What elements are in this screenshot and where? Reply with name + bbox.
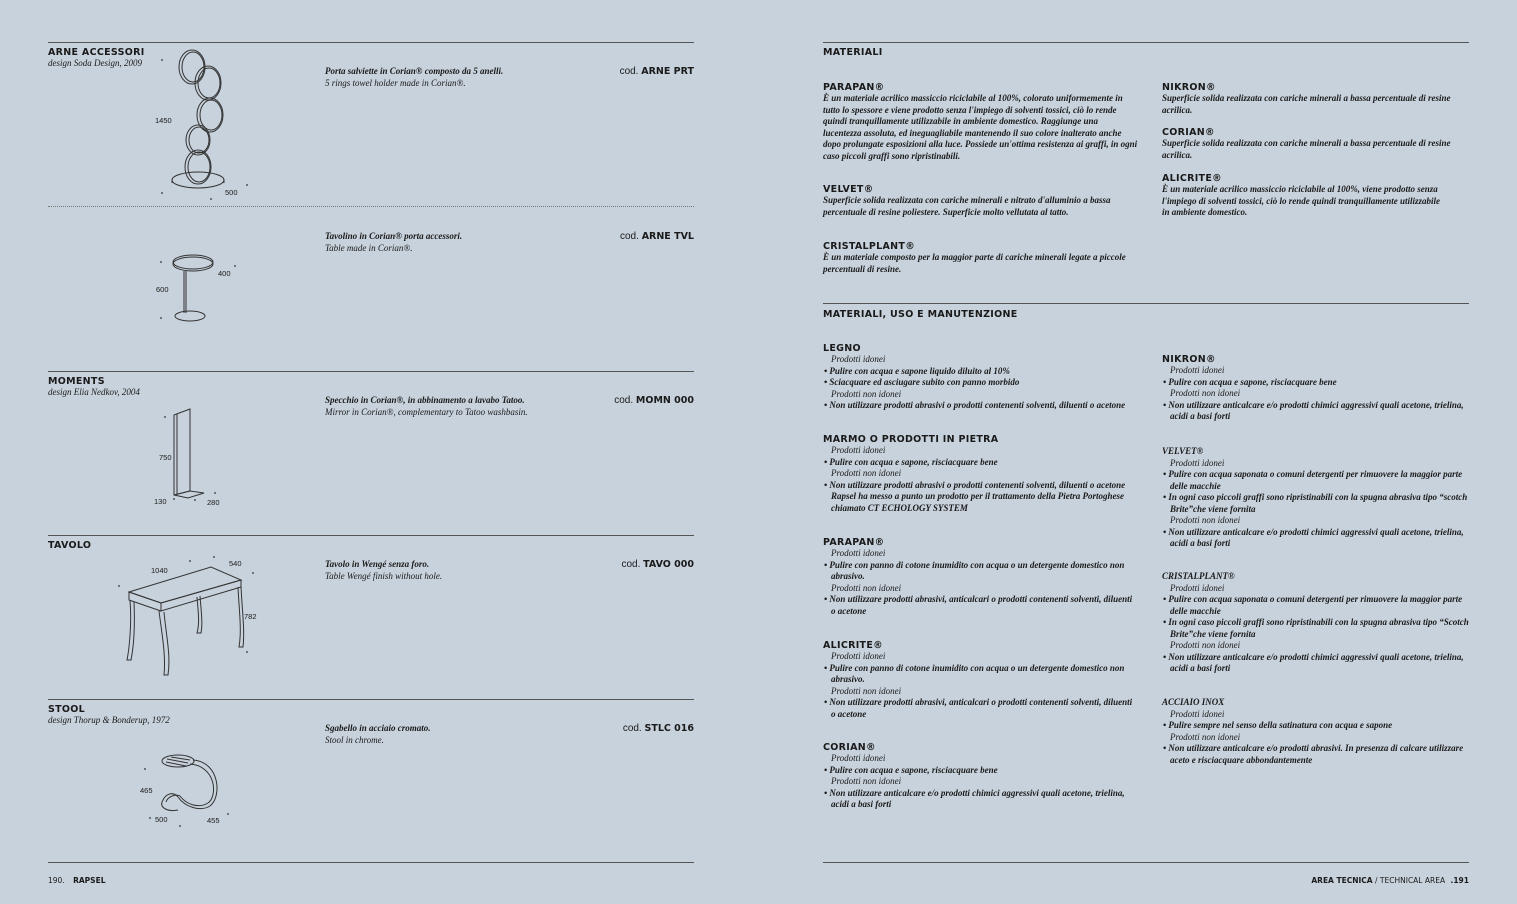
care-bullet: • In ogni caso piccoli graffi sono ripristinabili con la spugna abrasiva tipo “scotch Brite”che viene fornita	[1163, 492, 1468, 514]
care-material-name: NIKRON®	[1162, 354, 1216, 365]
care-bullet: • Pulire con acqua saponata o comuni detergenti per rimuovere la maggior parte delle macchie	[1163, 469, 1463, 491]
care-material-name: LEGNO	[823, 343, 861, 354]
product-code	[620, 66, 694, 77]
towel-holder-drawing	[150, 45, 260, 205]
care-bullet: • Pulire con acqua e sapone, risciacquare bene	[1163, 376, 1337, 387]
dimension-label: 455	[207, 816, 220, 825]
code-value: TAVO 000	[643, 559, 694, 570]
care-bullet: • Non utilizzare prodotti abrasivi, anticalcari o prodotti contenenti solventi, diluenti o acetone	[824, 697, 1133, 719]
care-label: Prodotti idonei	[1170, 365, 1225, 375]
material-entry	[823, 82, 1138, 162]
material-entry	[1162, 82, 1472, 116]
product-description	[325, 395, 625, 418]
care-bullet: • Pulire con acqua e sapone, risciacquare bene	[824, 456, 998, 467]
dimension-label: 750	[159, 453, 172, 462]
page-number: 190.	[48, 876, 65, 885]
page-footer-right	[1311, 876, 1469, 885]
top-rule-right	[823, 42, 1469, 43]
care-block	[1162, 697, 1472, 766]
product-description	[325, 66, 605, 89]
product-code	[614, 395, 694, 406]
description-it: Porta salviette in Corian® composto da 5 anelli.	[325, 66, 504, 76]
product-code	[620, 231, 694, 242]
product-designer: design Elia Nedkov, 2004	[48, 387, 140, 397]
care-material-name: CORIAN®	[823, 742, 876, 753]
code-value: STLC 016	[644, 723, 694, 734]
description-en: Table Wengé finish without hole.	[325, 570, 443, 581]
code-prefix: cod.	[621, 559, 641, 570]
dimension-label: 500	[225, 188, 238, 197]
page-number: .191	[1450, 876, 1469, 885]
divider-dotted	[48, 206, 694, 207]
care-material-name: ALICRITE®	[823, 640, 883, 651]
description-it: Specchio in Corian®, in abbinamento a lavabo Tatoo.	[325, 395, 525, 405]
material-name: CORIAN®	[1162, 127, 1215, 138]
care-label: Prodotti non idonei	[831, 388, 902, 399]
section-heading-care: MATERIALI, USO E MANUTENZIONE	[823, 309, 1018, 320]
care-label: Prodotti idonei	[831, 354, 886, 364]
dimension-label: 130	[154, 497, 167, 506]
material-text: È un materiale acrilico massiccio riciclabile al 100%, viene prodotto senza l'impiego di solventi tossici, ciò lo rende quindi tranquillamente utilizzabile in ambiente domestico.	[1162, 184, 1441, 217]
material-name: CRISTALPLANT®	[823, 241, 916, 252]
material-text: È un materiale acrilico massiccio riciclabile al 100%, colorato uniformemente in tutto lo spessore e viene prodotto senza l'impiego di solventi tossici, ciò lo rende quindi tranquillamente utilizzabile in ambiente domestico. Raggiunge una lucentezza assoluta, ed ineguagliabile mantenendo il suo colore inalterato anche dopo prolungate esposizioni alla luce. Possiede un'ottima resistenza ai graffi, in ogni caso piccoli graffi sono ripristinabili.	[823, 93, 1138, 161]
care-block	[1162, 571, 1472, 675]
care-block	[823, 742, 1138, 811]
care-material-name: VELVET®	[1162, 446, 1204, 456]
code-prefix: cod.	[614, 395, 634, 406]
product-title: STOOL	[48, 704, 86, 715]
care-block	[823, 434, 1138, 514]
care-material-name: CRISTALPLANT®	[1162, 571, 1235, 581]
brand-name: RAPSEL	[73, 876, 106, 885]
care-bullet: • Pulire con acqua saponata o comuni detergenti per rimuovere la maggior parte delle macchie	[1163, 594, 1463, 616]
care-bullet: • Non utilizzare anticalcare e/o prodotti abrasivi. In presenza di calcare utilizzare aceto e risciacquare abbondantemente	[1163, 743, 1464, 765]
material-name: NIKRON®	[1162, 82, 1216, 93]
footer-separator: /	[1375, 876, 1378, 885]
care-bullet: • Pulire sempre nel senso della satinatura con acqua e sapone	[1163, 720, 1393, 730]
care-bullet: • In ogni caso piccoli graffi sono ripristinabili con la spugna abrasiva tipo “Scotch Brite”che viene fornita	[1163, 617, 1469, 639]
care-bullet: • Non utilizzare anticalcare e/o prodotti chimici aggressivi quali acetone, trielina, acidi a basi forti	[1163, 651, 1464, 673]
material-entry	[823, 184, 1138, 218]
care-label: Prodotti non idonei	[831, 685, 902, 696]
product-designer: design Soda Design, 2009	[48, 58, 142, 68]
product-description	[325, 231, 605, 254]
page-footer-left	[48, 876, 105, 885]
care-label: Prodotti idonei	[1170, 708, 1225, 719]
product-title: MOMENTS	[48, 376, 105, 387]
product-code	[621, 559, 694, 570]
code-value: ARNE PRT	[641, 66, 694, 77]
product-description	[325, 559, 605, 582]
material-text: È un materiale composto per la maggior parte di cariche minerali legate a piccole percentuali di resine.	[823, 252, 1126, 274]
care-bullet: • Pulire con acqua e sapone liquido diluito al 10%	[824, 365, 1010, 376]
bottom-rule-left	[48, 862, 694, 863]
description-en: Table made in Corian®.	[325, 242, 413, 253]
care-material-name: ACCIAIO INOX	[1162, 697, 1225, 707]
material-entry	[1162, 127, 1472, 161]
code-value: MOMN 000	[635, 395, 694, 406]
care-block	[1162, 446, 1472, 550]
description-it: Tavolino in Corian® porta accessori.	[325, 231, 463, 241]
code-prefix: cod.	[619, 66, 639, 77]
care-label: Prodotti idonei	[831, 548, 886, 558]
material-entry	[823, 241, 1138, 275]
care-material-name: MARMO O PRODOTTI IN PIETRA	[823, 434, 999, 445]
description-en: 5 rings towel holder made in Corian®.	[325, 77, 466, 88]
divider	[823, 303, 1469, 304]
care-label: Prodotti non idonei	[1170, 515, 1241, 525]
table-drawing	[115, 555, 265, 680]
code-prefix: cod.	[620, 231, 639, 242]
dimension-label: 1040	[151, 566, 168, 575]
care-material-name: PARAPAN®	[823, 537, 885, 548]
care-bullet: • Non utilizzare prodotti abrasivi o prodotti contenenti solventi, diluenti o acetone	[824, 400, 1126, 410]
dimension-label: 400	[218, 269, 231, 278]
care-bullet: • Non utilizzare prodotti abrasivi o prodotti contenenti solventi, diluenti o acetone Rapsel ha messo a punto un prodotto per il trattamento della Pietra Portoghese chiamato CT ECHOLOGY SYSTEM	[824, 479, 1126, 513]
care-bullet: • Non utilizzare prodotti abrasivi, anticalcari o prodotti contenenti solventi, diluenti o acetone	[824, 594, 1133, 616]
care-label: Prodotti idonei	[1170, 457, 1225, 468]
care-block	[823, 537, 1138, 617]
product-code	[623, 723, 694, 734]
care-label: Prodotti non idonei	[831, 468, 902, 478]
section-name-en: TECHNICAL AREA	[1379, 876, 1446, 885]
care-label: Prodotti idonei	[831, 445, 886, 455]
care-label: Prodotti non idonei	[1170, 731, 1241, 742]
material-name: PARAPAN®	[823, 82, 885, 93]
material-text: Superficie solida realizzata con cariche minerali e nitrato d'alluminio a bassa percentuale di resine poliestere. Superficie molto vellutata al tatto.	[823, 195, 1111, 217]
divider	[48, 535, 694, 536]
dimension-label: 465	[140, 786, 153, 795]
description-en: Stool in chrome.	[325, 734, 384, 745]
divider	[48, 699, 694, 700]
material-text: Superficie solida realizzata con cariche minerali a bassa percentuale di resine acrilica.	[1162, 138, 1451, 160]
description-it: Tavolo in Wengé senza foro.	[325, 559, 430, 569]
dimension-label: 500	[155, 815, 168, 824]
dimension-label: 280	[207, 498, 220, 507]
care-bullet: • Non utilizzare anticalcare e/o prodotti chimici aggressivi quali acetone, trielina, acidi a basi forti	[1163, 399, 1464, 421]
care-bullet: • Pulire con panno di cotone inumidito con acqua o un detergente domestico non abrasivo.	[824, 559, 1125, 581]
material-text: Superficie solida realizzata con cariche minerali a bassa percentuale di resine acrilica.	[1162, 93, 1451, 115]
product-designer: design Thorup & Bonderup, 1972	[48, 715, 170, 725]
dimension-label: 540	[229, 559, 242, 568]
divider	[48, 371, 694, 372]
care-block	[823, 640, 1138, 720]
description-en: Mirror in Corian®, complementary to Tatoo washbasin.	[325, 406, 528, 417]
product-description	[325, 723, 605, 746]
care-bullet: • Non utilizzare anticalcare e/o prodotti chimici aggressivi quali acetone, trielina, acidi a basi forti	[1163, 526, 1464, 548]
care-label: Prodotti idonei	[1170, 582, 1225, 593]
code-value: ARNE TVL	[641, 231, 694, 242]
product-title: TAVOLO	[48, 540, 92, 551]
care-label: Prodotti non idonei	[1170, 640, 1241, 650]
care-bullet: • Pulire con acqua e sapone, risciacquare bene	[824, 764, 998, 775]
care-bullet: • Non utilizzare anticalcare e/o prodotti chimici aggressivi quali acetone, trielina, acidi a basi forti	[824, 787, 1125, 809]
care-label: Prodotti idonei	[831, 753, 886, 763]
code-prefix: cod.	[622, 723, 642, 734]
bottom-rule-right	[823, 862, 1469, 863]
material-name: ALICRITE®	[1162, 173, 1222, 184]
care-block	[1162, 354, 1472, 423]
care-label: Prodotti non idonei	[1170, 388, 1241, 398]
material-name: VELVET®	[823, 184, 874, 195]
dimension-label: 1450	[155, 116, 172, 125]
section-heading-materials: MATERIALI	[823, 47, 883, 58]
care-label: Prodotti non idonei	[831, 582, 902, 593]
care-bullet: • Sciacquare ed asciugare subito con panno morbido	[824, 377, 1020, 387]
care-bullet: • Pulire con panno di cotone inumidito con acqua o un detergente domestico non abrasivo.	[824, 662, 1125, 684]
dimension-label: 600	[156, 285, 169, 294]
description-it: Sgabello in acciaio cromato.	[325, 723, 431, 733]
material-entry	[1162, 173, 1442, 219]
section-name: AREA TECNICA	[1311, 876, 1373, 885]
dimension-label: 782	[244, 612, 257, 621]
care-label: Prodotti non idonei	[831, 776, 902, 786]
product-title: ARNE ACCESSORI	[48, 47, 145, 58]
top-rule-left	[48, 42, 694, 43]
care-label: Prodotti idonei	[831, 651, 886, 661]
care-block	[823, 343, 1138, 412]
